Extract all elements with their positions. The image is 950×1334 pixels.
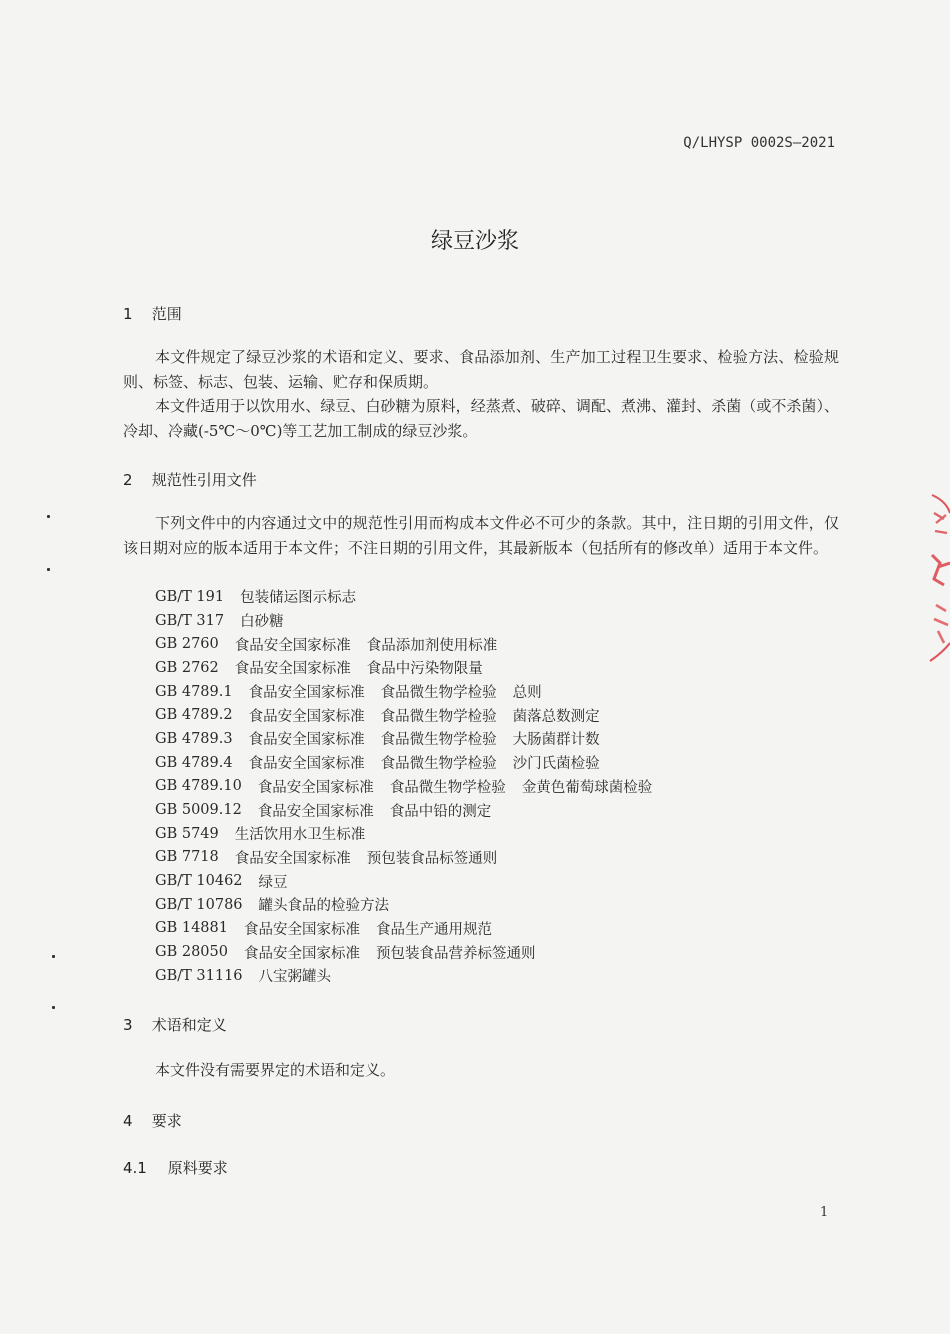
reference-title: 食品中污染物限量 <box>366 661 483 678</box>
reference-title: 沙门氏菌检验 <box>512 756 600 773</box>
document-code: Q/LHYSP 0002S—2021 <box>683 135 835 151</box>
reference-item <box>155 680 668 704</box>
seal-stamp-fragment <box>926 493 950 665</box>
reference-code: GB 4789.10 <box>155 778 242 795</box>
section-number: 4 <box>123 1112 133 1130</box>
margin-mark <box>47 568 50 571</box>
margin-mark <box>47 515 50 518</box>
reference-item <box>155 917 668 941</box>
reference-title: 八宝粥罐头 <box>258 969 332 986</box>
section-3-heading <box>123 1014 227 1035</box>
reference-code: GB/T 191 <box>155 588 225 605</box>
reference-code: GB 2760 <box>155 636 219 653</box>
reference-title: 白砂糖 <box>240 614 284 631</box>
reference-item <box>155 846 668 870</box>
margin-mark <box>52 1006 55 1009</box>
reference-code: GB 4789.3 <box>155 730 233 747</box>
reference-code: GB 2762 <box>155 659 219 676</box>
reference-code: GB 5749 <box>155 825 219 842</box>
reference-item <box>155 632 668 656</box>
reference-code: GB/T 317 <box>155 612 225 629</box>
page-number: 1 <box>820 1205 829 1220</box>
section-2-heading <box>123 469 257 490</box>
reference-item <box>155 893 668 917</box>
reference-code: GB 4789.4 <box>155 754 233 771</box>
terms-paragraph: 本文件没有需要界定的术语和定义。 <box>155 1061 396 1079</box>
section-title: 范围 <box>151 305 182 323</box>
reference-title: 食品安全国家标准 <box>234 637 351 654</box>
reference-title: 食品微生物学检验 <box>380 756 497 773</box>
reference-title: 罐头食品的检验方法 <box>258 898 390 915</box>
reference-list <box>155 585 668 988</box>
reference-title: 金黄色葡萄球菌检验 <box>521 779 653 796</box>
reference-title: 大肠菌群计数 <box>512 732 600 749</box>
reference-item <box>155 751 668 775</box>
section-4-heading <box>123 1110 182 1131</box>
reference-title: 菌落总数测定 <box>512 708 600 725</box>
section-number: 3 <box>123 1016 133 1034</box>
reference-code: GB/T 10786 <box>155 896 243 913</box>
reference-item <box>155 964 668 988</box>
reference-title: 包装储运图示标志 <box>240 590 357 607</box>
reference-title: 食品安全国家标准 <box>257 779 374 796</box>
reference-code: GB 5009.12 <box>155 802 242 819</box>
reference-title: 食品微生物学检验 <box>380 732 497 749</box>
reference-code: GB 7718 <box>155 849 219 866</box>
section-number: 1 <box>123 305 133 323</box>
margin-mark <box>52 955 55 958</box>
reference-item <box>155 727 668 751</box>
reference-title: 食品微生物学检验 <box>380 708 497 725</box>
reference-item <box>155 656 668 680</box>
reference-item <box>155 940 668 964</box>
section-title: 术语和定义 <box>151 1016 227 1034</box>
reference-title: 食品安全国家标准 <box>257 803 374 820</box>
reference-title: 食品安全国家标准 <box>248 685 365 702</box>
reference-title: 生活饮用水卫生标准 <box>234 827 366 844</box>
reference-item <box>155 585 668 609</box>
reference-title: 食品微生物学检验 <box>389 779 506 796</box>
reference-title: 食品安全国家标准 <box>248 756 365 773</box>
section-number: 2 <box>123 471 133 489</box>
subsection-title: 原料要求 <box>167 1159 228 1177</box>
reference-code: GB 28050 <box>155 944 228 961</box>
reference-title: 食品生产通用规范 <box>375 921 492 938</box>
reference-code: GB 4789.2 <box>155 707 233 724</box>
reference-code: GB/T 10462 <box>155 873 243 890</box>
reference-title: 食品安全国家标准 <box>243 921 360 938</box>
section-1-heading <box>123 303 182 324</box>
reference-title: 食品安全国家标准 <box>234 661 351 678</box>
reference-code: GB/T 31116 <box>155 967 243 984</box>
reference-title: 食品安全国家标准 <box>248 732 365 749</box>
reference-item <box>155 869 668 893</box>
reference-item <box>155 798 668 822</box>
reference-title: 食品安全国家标准 <box>234 850 351 867</box>
reference-title: 预包装食品标签通则 <box>366 850 498 867</box>
reference-title: 预包装食品营养标签通则 <box>375 945 536 962</box>
reference-title: 食品安全国家标准 <box>243 945 360 962</box>
reference-title: 食品中铅的测定 <box>389 803 492 820</box>
scope-paragraph-2: 本文件适用于以饮用水、绿豆、白砂糖为原料，经蒸煮、破碎、调配、煮沸、灌封、杀菌（或不杀菌）、冷却、冷藏(-5℃～0℃)等工艺加工制成的绿豆沙浆。 <box>123 397 839 440</box>
reference-title: 绿豆 <box>258 874 288 891</box>
reference-title: 食品添加剂使用标准 <box>366 637 498 654</box>
section-4-1-heading <box>123 1157 228 1178</box>
reference-title: 总则 <box>512 685 542 702</box>
reference-title: 食品安全国家标准 <box>248 708 365 725</box>
section-title: 规范性引用文件 <box>151 471 257 489</box>
references-intro: 下列文件中的内容通过文中的规范性引用而构成本文件必不可少的条款。其中，注日期的引用文件，仅该日期对应的版本适用于本文件；不注日期的引用文件，其最新版本（包括所有的修改单）适用于本文件。 <box>123 514 839 557</box>
subsection-number: 4.1 <box>123 1159 147 1177</box>
reference-item <box>155 609 668 633</box>
reference-code: GB 14881 <box>155 920 228 937</box>
reference-item <box>155 775 668 799</box>
reference-item <box>155 822 668 846</box>
reference-title: 食品微生物学检验 <box>380 685 497 702</box>
reference-code: GB 4789.1 <box>155 683 233 700</box>
section-title: 要求 <box>151 1112 182 1130</box>
reference-item <box>155 703 668 727</box>
scope-paragraph-1: 本文件规定了绿豆沙浆的术语和定义、要求、食品添加剂、生产加工过程卫生要求、检验方法、检验规则、标签、标志、包装、运输、贮存和保质期。 <box>123 348 839 391</box>
document-title: 绿豆沙浆 <box>430 229 519 254</box>
